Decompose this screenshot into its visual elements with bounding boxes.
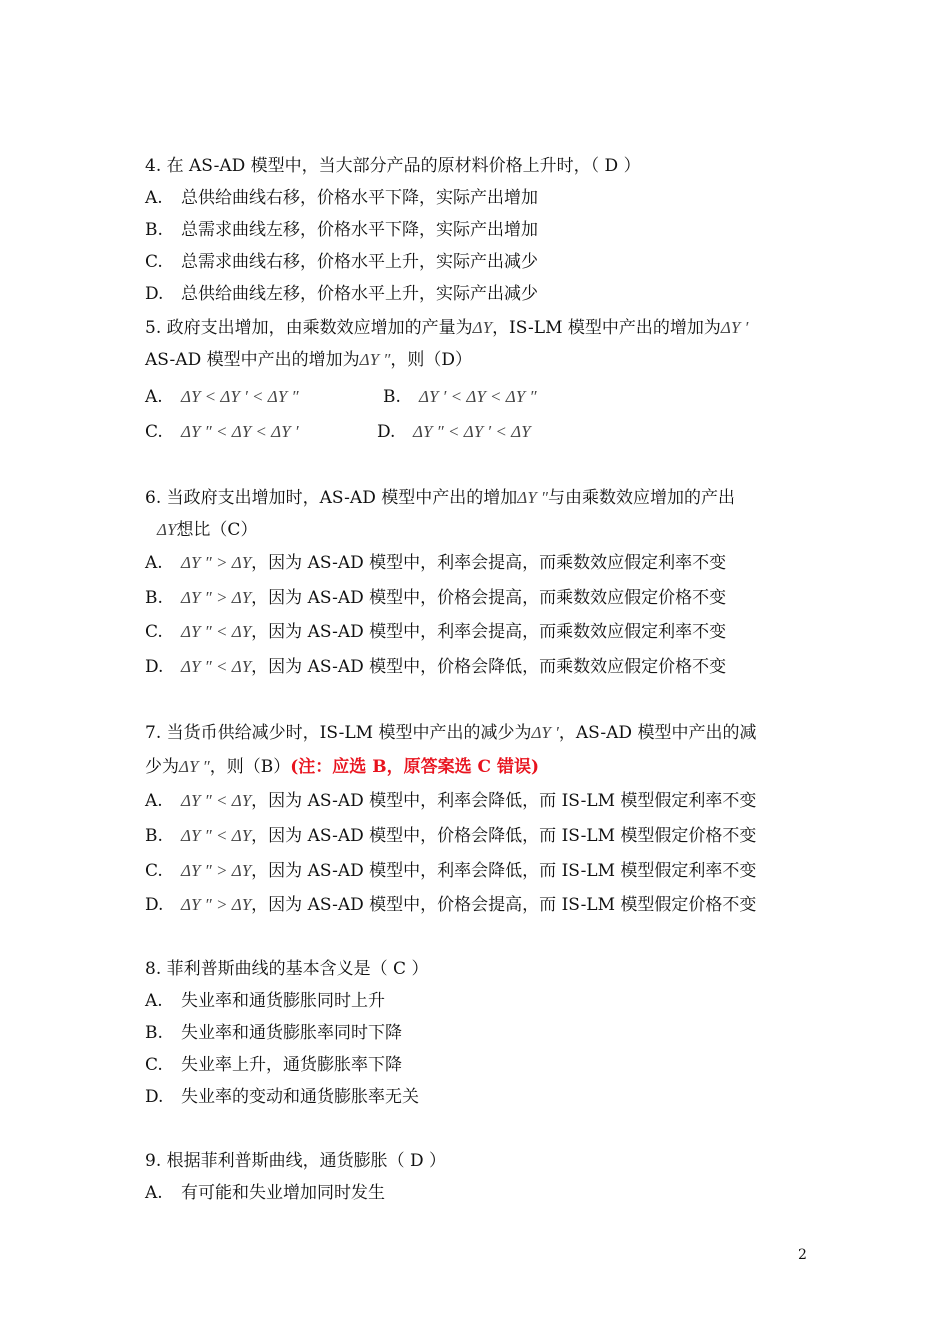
option-label: A. — [145, 188, 163, 208]
q6-text: 与由乘数效应增加的产出 — [548, 488, 735, 508]
q6-text: 想比（C） — [176, 520, 258, 540]
option-text: ，因为 AS-AD 模型中，利率会提高，而乘数效应假定利率不变 — [251, 622, 727, 642]
q5-option-b — [383, 385, 537, 409]
option-text: ，因为 AS-AD 模型中，价格会降低，而 IS-LM 模型假定价格不变 — [251, 826, 757, 846]
option-label: C. — [145, 252, 163, 272]
option-label: C. — [145, 422, 163, 442]
option-text: 失业率和通货膨胀率同时下降 — [181, 1023, 402, 1043]
option-text: 失业率的变动和通货膨胀率无关 — [181, 1087, 419, 1107]
q5-stem-line1 — [145, 316, 748, 340]
option-text: 失业率和通货膨胀同时上升 — [181, 991, 385, 1011]
option-label: D. — [377, 422, 396, 442]
option-label: C. — [145, 861, 163, 881]
option-label: A. — [145, 991, 163, 1011]
option-text: ，因为 AS-AD 模型中，价格会降低，而乘数效应假定价格不变 — [251, 657, 727, 677]
q5-stem-line2 — [145, 348, 472, 372]
option-label: D. — [145, 284, 164, 304]
option-math: ΔY ″ > ΔY — [181, 588, 252, 607]
q9-stem: 9. 根据菲利普斯曲线，通货膨胀（ D ） — [145, 1151, 447, 1171]
option-label: D. — [145, 1087, 164, 1107]
q7-correction-note: (注：应选 B，原答案选 C 错误) — [290, 757, 540, 777]
q4-option-d — [145, 282, 538, 306]
q7-math-dy1: ΔY ′ — [531, 723, 559, 742]
option-text: 总需求曲线右移，价格水平上升，实际产出减少 — [181, 252, 538, 272]
option-text: 总需求曲线左移，价格水平下降，实际产出增加 — [181, 220, 538, 240]
q8-option-d — [145, 1085, 419, 1109]
option-math: ΔY ″ > ΔY — [181, 553, 252, 572]
option-math: ΔY ″ < ΔY — [181, 826, 252, 845]
option-text: 总供给曲线左移，价格水平上升，实际产出减少 — [181, 284, 538, 304]
q5-math-dy1: ΔY ′ — [720, 318, 749, 337]
q5-math-dy: ΔY — [472, 318, 493, 337]
option-label: A. — [145, 791, 163, 811]
option-label: B. — [383, 387, 401, 407]
option-text: ，因为 AS-AD 模型中，价格会提高，而 IS-LM 模型假定价格不变 — [251, 895, 757, 915]
q5-text: AS-AD 模型中产出的增加为 — [145, 350, 360, 370]
option-label: A. — [145, 553, 163, 573]
q9-option-a — [145, 1181, 385, 1205]
q5-text: 5. 政府支出增加，由乘数效应增加的产量为 — [145, 318, 473, 338]
option-label: C. — [145, 622, 163, 642]
option-text: 有可能和失业增加同时发生 — [181, 1183, 385, 1203]
q6-math-dy: ΔY — [157, 520, 177, 539]
q6-option-d — [145, 655, 726, 679]
q7-stem-line2 — [145, 755, 539, 779]
option-math: ΔY ′ < ΔY < ΔY ″ — [419, 387, 537, 406]
q6-stem-line1 — [145, 486, 735, 510]
q7-option-d — [145, 893, 756, 917]
q4-option-c — [145, 250, 538, 274]
option-math: ΔY ″ < ΔY — [181, 791, 252, 810]
option-label: C. — [145, 1055, 163, 1075]
option-math: ΔY ″ < ΔY ′ < ΔY — [413, 422, 531, 441]
q7-math-dy2: ΔY ″ — [179, 757, 210, 776]
q6-option-b — [145, 586, 726, 610]
q4-option-b — [145, 218, 538, 242]
option-math: ΔY ″ < ΔY < ΔY ′ — [181, 422, 299, 441]
option-math: ΔY < ΔY ′ < ΔY ″ — [181, 387, 299, 406]
option-label: B. — [145, 588, 163, 608]
q5-text: ，则（D） — [390, 350, 473, 370]
option-label: B. — [145, 220, 163, 240]
q7-text: 少为 — [145, 757, 179, 777]
option-label: A. — [145, 1183, 163, 1203]
q6-stem-line2 — [157, 518, 257, 542]
q7-option-c — [145, 859, 756, 883]
option-math: ΔY ″ < ΔY — [181, 657, 252, 676]
q5-text: ，IS-LM 模型中产出的增加为 — [492, 318, 721, 338]
q5-math-dy2: ΔY ″ — [359, 350, 391, 369]
page-number: 2 — [798, 1247, 807, 1263]
q4-stem: 4. 在 AS-AD 模型中，当大部分产品的原材料价格上升时，（ D ） — [145, 156, 641, 176]
q7-text: ，AS-AD 模型中产出的减 — [558, 723, 757, 743]
q7-option-a — [145, 789, 756, 813]
option-label: B. — [145, 1023, 163, 1043]
option-math: ΔY ″ > ΔY — [181, 895, 252, 914]
q8-option-c — [145, 1053, 402, 1077]
q7-text: ，则（B） — [209, 757, 291, 777]
q7-text: 7. 当货币供给减少时，IS-LM 模型中产出的减少为 — [145, 723, 532, 743]
option-label: D. — [145, 895, 164, 915]
option-text: 失业率上升，通货膨胀率下降 — [181, 1055, 402, 1075]
option-label: A. — [145, 387, 163, 407]
option-text: ，因为 AS-AD 模型中，利率会降低，而 IS-LM 模型假定利率不变 — [251, 791, 757, 811]
q6-option-a — [145, 551, 726, 575]
q8-stem: 8. 菲利普斯曲线的基本含义是（ C ） — [145, 959, 429, 979]
q7-option-b — [145, 824, 756, 848]
q6-math-dy2: ΔY ″ — [517, 488, 548, 507]
q5-option-d — [377, 420, 531, 444]
q6-option-c — [145, 620, 726, 644]
q4-option-a — [145, 186, 538, 210]
q8-option-b — [145, 1021, 402, 1045]
option-math: ΔY ″ < ΔY — [181, 622, 252, 641]
q8-option-a — [145, 989, 385, 1013]
q5-options-row2 — [145, 420, 805, 444]
option-text: 总供给曲线右移，价格水平下降，实际产出增加 — [181, 188, 538, 208]
option-label: B. — [145, 826, 163, 846]
option-label: D. — [145, 657, 164, 677]
option-math: ΔY ″ > ΔY — [181, 861, 252, 880]
option-text: ，因为 AS-AD 模型中，利率会提高，而乘数效应假定利率不变 — [251, 553, 727, 573]
q5-options-row1 — [145, 385, 805, 409]
q7-stem-line1 — [145, 721, 756, 745]
q6-text: 6. 当政府支出增加时，AS-AD 模型中产出的增加 — [145, 488, 518, 508]
option-text: ，因为 AS-AD 模型中，利率会降低，而 IS-LM 模型假定利率不变 — [251, 861, 757, 881]
option-text: ，因为 AS-AD 模型中，价格会提高，而乘数效应假定价格不变 — [251, 588, 727, 608]
